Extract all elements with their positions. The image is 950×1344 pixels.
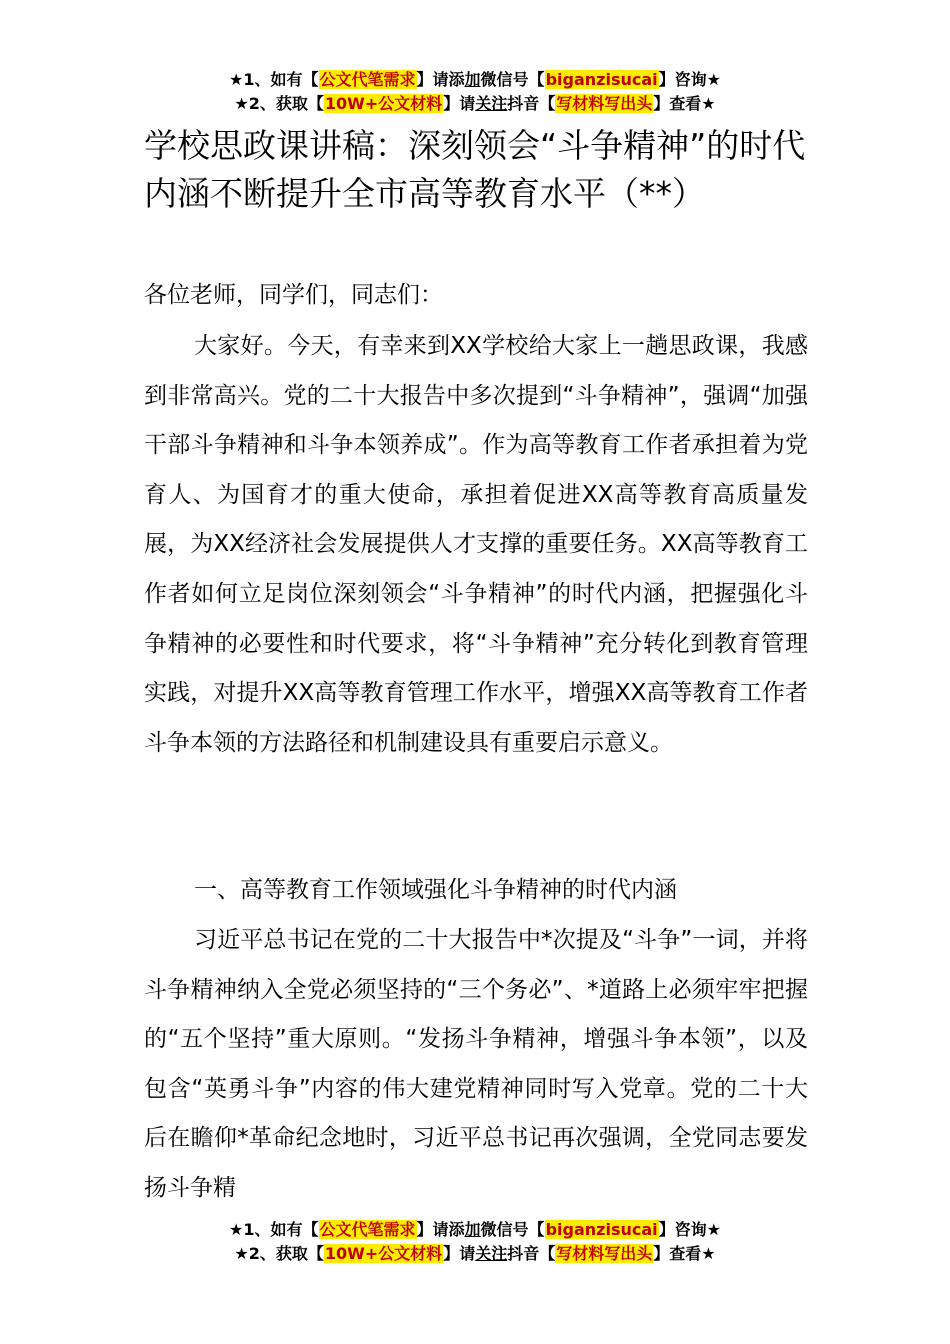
- banner-text: 加: [464, 1220, 481, 1239]
- banner-line-2: [0, 1242, 950, 1266]
- highlight-materials: 10W+公文材料: [324, 1244, 443, 1263]
- banner-text: 】请: [443, 1244, 476, 1263]
- banner-text: ★2、获取【: [234, 94, 324, 113]
- header-banner: [0, 68, 950, 116]
- banner-line-1: [0, 1218, 950, 1242]
- paragraph-section-1: 习近平总书记在党的二十大报告中*次提及“斗争”一词，并将斗争精神纳入全党必须坚持的“三个务必”、*道路上必须牢牢把握的“五个坚持”重大原则。“发扬斗争精神，增强斗争本领”，以及包含“英勇斗争”内容的伟大建党精神同时写入党章。党的二十大后在瞻仰*革命纪念地时，习近平总书记再次强调，全党同志要发扬斗争精: [144, 927, 808, 1201]
- highlight-service: 公文代笔需求: [319, 70, 416, 89]
- banner-text: 】请: [443, 94, 476, 113]
- banner-text: 】查看★: [653, 94, 716, 113]
- highlight-materials: 10W+公文材料: [324, 94, 443, 113]
- banner-text: ★1、如有【: [229, 1220, 319, 1239]
- banner-text: 微信号【: [480, 70, 545, 89]
- banner-line-2: [0, 92, 950, 116]
- banner-text: 】请添: [416, 1220, 465, 1239]
- banner-text: 关注: [475, 94, 508, 113]
- banner-text: 关注: [475, 1244, 508, 1263]
- banner-text: 微信号【: [480, 1220, 545, 1239]
- banner-line-1: [0, 68, 950, 92]
- highlight-wechat-id: biganzisucai: [545, 70, 658, 89]
- paragraph-intro: 大家好。今天，有幸来到XX学校给大家上一趟思政课，我感到非常高兴。党的二十大报告中多次提到“斗争精神”，强调“加强干部斗争精神和斗争本领养成”。作为高等教育工作者承担着为党育人、为国育才的重大使命，承担着促进XX高等教育高质量发展，为XX经济社会发展提供人才支撑的重要任务。XX高等教育工作者如何立足岗位深刻领会“斗争精神”的时代内涵，把握强化斗争精神的必要性和时代要求，将“斗争精神”充分转化到教育管理实践，对提升XX高等教育管理工作水平，增强XX高等教育工作者斗争本领的方法路径和机制建设具有重要启示意义。: [144, 333, 808, 756]
- highlight-douyin: 写材料写出头: [556, 1244, 653, 1263]
- banner-text: 抖音【: [507, 1244, 556, 1263]
- highlight-douyin: 写材料写出头: [556, 94, 653, 113]
- banner-text: ★2、获取【: [234, 1244, 324, 1263]
- highlight-wechat-id: biganzisucai: [545, 1220, 658, 1239]
- highlight-service: 公文代笔需求: [319, 1220, 416, 1239]
- salutation: 各位老师，同学们，同志们：: [144, 282, 443, 308]
- banner-text: 加: [464, 70, 481, 89]
- banner-text: 】咨询★: [658, 1220, 721, 1239]
- footer-banner: [0, 1218, 950, 1266]
- banner-text: ★1、如有【: [229, 70, 319, 89]
- section-heading: 一、高等教育工作领域强化斗争精神的时代内涵: [194, 877, 677, 903]
- banner-text: 抖音【: [507, 94, 556, 113]
- document-title: 学校思政课讲稿：深刻领会“斗争精神”的时代内涵不断提升全市高等教育水平（**）: [144, 126, 806, 213]
- banner-text: 】咨询★: [658, 70, 721, 89]
- banner-text: 】查看★: [653, 1244, 716, 1263]
- banner-text: 】请添: [416, 70, 465, 89]
